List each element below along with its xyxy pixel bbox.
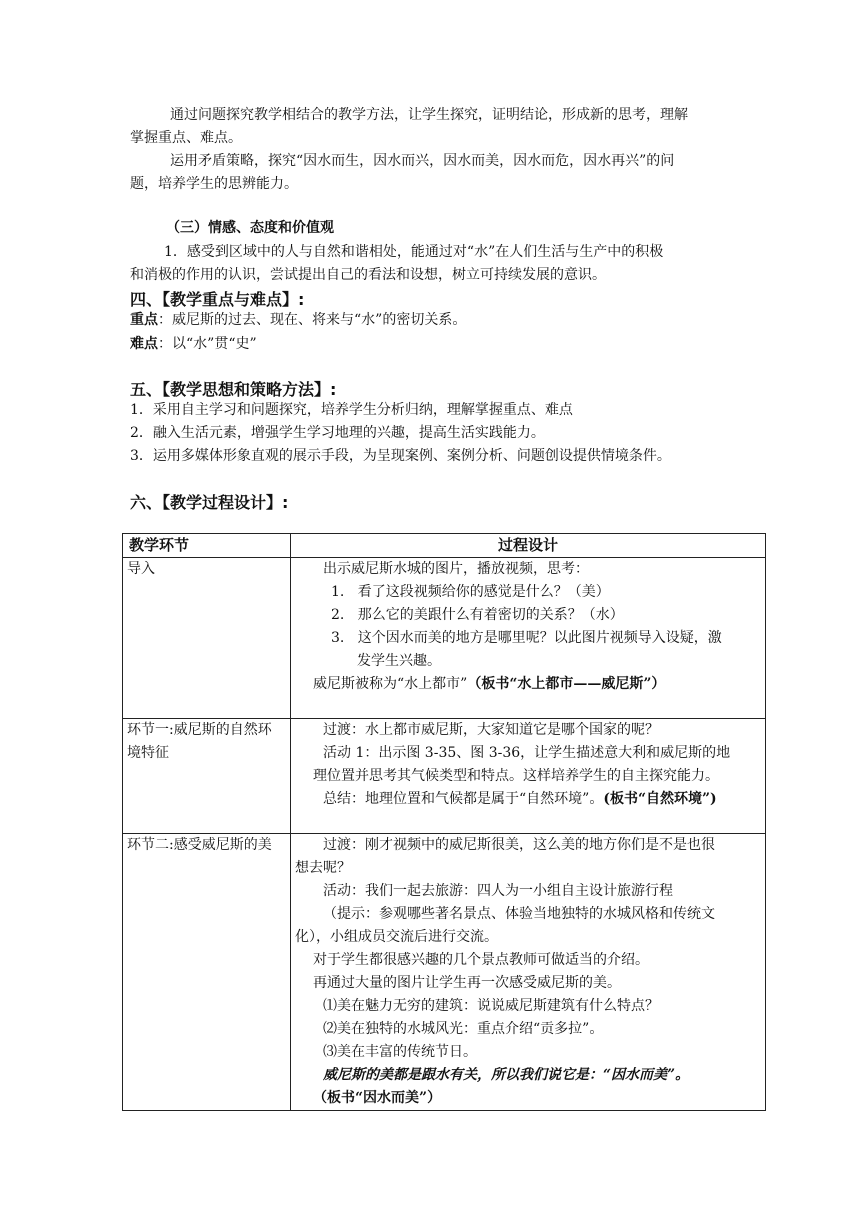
beauty-item-1: ⑴美在魅力无穷的建筑：说说威尼斯建筑有什么特点？ xyxy=(323,998,659,1014)
board-note: (板书“自然环境”) xyxy=(603,791,717,807)
activity-line: 活动：我们一起去旅游：四人为一小组自主设计旅游行程 xyxy=(323,883,673,899)
board-note: （板书“因水而美”） xyxy=(313,1090,442,1106)
difficult-point-text: ：以“水”贯“史” xyxy=(158,336,257,352)
question-text: 那么它的美跟什么有着密切的关系？（水） xyxy=(357,607,624,623)
stage-cell-beauty: 环节二:感受威尼斯的美 xyxy=(123,834,291,1111)
process-cell-intro xyxy=(291,558,766,719)
transition-line-cont: 想去呢？ xyxy=(295,860,351,876)
intro-question-2 xyxy=(295,604,761,627)
transition-line: 过渡：刚才视频中的威尼斯很美，这么美的地方你们是不是也很 xyxy=(323,837,715,853)
section3-heading: （三）情感、态度和价值观 xyxy=(166,220,334,236)
table-header-row xyxy=(123,534,766,558)
key-point-text: ：威尼斯的过去、现在、将来与“水”的密切关系。 xyxy=(158,312,467,328)
hint-line-cont: 化），小组成员交流后进行交流。 xyxy=(295,929,498,945)
beauty-item-3: ⑶美在丰富的传统节日。 xyxy=(323,1044,477,1060)
section3-item-line1: 1．感受到区域中的人与自然和谐相处，能通过对“水”在人们生活与生产中的积极 xyxy=(164,244,664,260)
stage-cell-intro: 导入 xyxy=(123,558,291,719)
difficult-point-label: 难点 xyxy=(130,336,158,352)
venice-nickname: 威尼斯被称为“水上都市” xyxy=(313,676,468,692)
process-cell-natural xyxy=(291,719,766,834)
intro-paragraph-2-line1: 运用矛盾策略，探究“因水而生，因水而兴，因水而美，因水而危，因水再兴”的问 xyxy=(170,153,675,169)
section5-item-1: 1．采用自主学习和问题探究，培养学生分析归纳，理解掌握重点、难点 xyxy=(130,402,573,418)
activity-line: 活动 1：出示图 3-35、图 3-36，让学生描述意大利和威尼斯的地 xyxy=(323,745,731,761)
hint-line: （提示：参观哪些著名景点、体验当地独特的水城风格和传统文 xyxy=(323,906,715,922)
question-text: 这个因水而美的地方是哪里呢？以此图片视频导入设疑，激 xyxy=(357,630,722,646)
section4-heading: 四、【教学重点与难点】: xyxy=(130,290,305,309)
stage-label-line2: 境特征 xyxy=(127,745,169,761)
pictures-line: 再通过大量的图片让学生再一次感受威尼斯的美。 xyxy=(313,975,621,991)
header-stage: 教学环节 xyxy=(123,534,291,558)
section5-item-3: 3．运用多媒体形象直观的展示手段，为呈现案例、案例分析、问题创设提供情境条件。 xyxy=(130,448,671,464)
header-process: 过程设计 xyxy=(291,534,766,558)
table-row xyxy=(123,558,766,719)
section5-item-2: 2．融入生活元素，增强学生学习地理的兴趣，提高生活实践能力。 xyxy=(130,425,545,441)
difficult-point xyxy=(130,333,257,356)
question-number: 3. xyxy=(331,630,345,646)
table-row xyxy=(123,719,766,834)
stage-label-line1: 环节一:威尼斯的自然环 xyxy=(127,722,272,738)
process-design-table xyxy=(122,533,766,1111)
conclusion-line: 威尼斯的美都是跟水有关，所以我们说它是：“因水而美”。 xyxy=(323,1067,690,1083)
process-cell-beauty xyxy=(291,834,766,1111)
stage-cell-natural xyxy=(123,719,291,834)
section6-heading: 六、【教学过程设计】: xyxy=(130,493,289,512)
question-number: 1. xyxy=(331,584,345,600)
section5-heading: 五、【教学思想和策略方法】: xyxy=(130,380,337,399)
intro-line: 出示威尼斯水城的图片，播放视频，思考： xyxy=(323,561,589,577)
activity-line-cont: 理位置并思考其气候类型和特点。这样培养学生的自主探究能力。 xyxy=(313,768,719,784)
intro-paragraph-1-line2: 掌握重点、难点。 xyxy=(130,130,242,146)
board-note: （板书“水上都市——威尼斯”） xyxy=(467,676,666,692)
section3-item-line2: 和消极的作用的认识，尝试提出自己的看法和设想，树立可持续发展的意识。 xyxy=(130,267,606,283)
intro-question-3 xyxy=(295,627,761,650)
transition-line: 过渡：水上都市威尼斯，大家知道它是哪个国家的呢？ xyxy=(323,722,659,738)
question-text: 看了这段视频给你的感觉是什么？（美） xyxy=(357,584,610,600)
intro-board-line xyxy=(295,673,761,696)
intro-paragraph-2-line2: 题，培养学生的思辨能力。 xyxy=(130,176,298,192)
key-point-label: 重点 xyxy=(130,312,158,328)
summary-text: 总结：地理位置和气候都是属于“自然环境”。 xyxy=(323,791,604,807)
teacher-note-line: 对于学生都很感兴趣的几个景点教师可做适当的介绍。 xyxy=(313,952,649,968)
question-number: 2. xyxy=(331,607,345,623)
summary-line xyxy=(295,788,761,811)
beauty-item-2: ⑵美在独特的水城风光：重点介绍“贡多拉”。 xyxy=(323,1021,604,1037)
intro-paragraph-1-line1: 通过问题探究教学相结合的教学方法，让学生探究，证明结论，形成新的思考，理解 xyxy=(170,107,688,123)
table-row xyxy=(123,834,766,1111)
intro-question-1 xyxy=(295,581,761,604)
intro-question-3-cont: 发学生兴趣。 xyxy=(357,653,441,669)
key-point xyxy=(130,309,466,332)
